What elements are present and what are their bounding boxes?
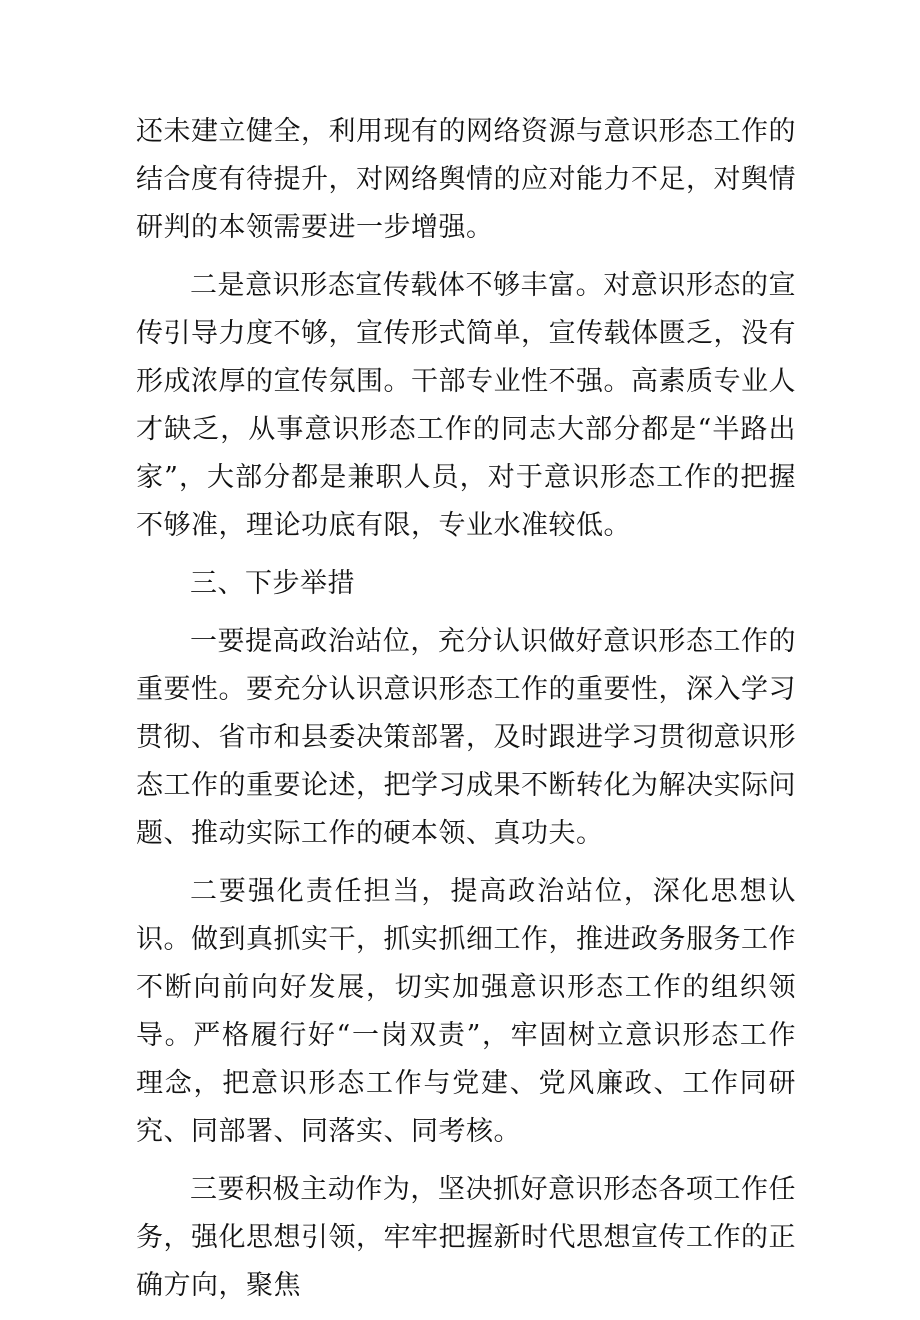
paragraph-political-stance: 一要提高政治站位，充分认识做好意识形态工作的重要性。要充分认识意识形态工作的重要性，深入学习贯彻、省市和县委决策部署，及时跟进学习贯彻意识形态工作的重要论述，把学习成果不断转化为解决实际问题、推动实际工作的硬本领、真功夫。 [136,626,796,849]
paragraph-continued: 还未建立健全，利用现有的网络资源与意识形态工作的结合度有待提升，对网络舆情的应对能力不足，对舆情研判的本领需要进一步增强。 [136,116,796,243]
paragraph-responsibility: 二要强化责任担当，提高政治站位，深化思想认识。做到真抓实干，抓实抓细工作，推进政务服务工作不断向前向好发展，切实加强意识形态工作的组织领导。严格履行好“一岗双责”，牢固树立意识形态工作理念，把意识形态工作与党建、党风廉政、工作同研究、同部署、同落实、同考核。 [136,876,796,1147]
document-body [136,108,796,1320]
paragraph-proactive-action: 三要积极主动作为，坚决抓好意识形态各项工作任务，强化思想引领，牢牢把握新时代思想宣传工作的正确方向，聚焦 [136,1174,796,1301]
paragraph-publicity-carriers: 二是意识形态宣传载体不够丰富。对意识形态的宣传引导力度不够，宣传形式简单，宣传载体匮乏，没有形成浓厚的宣传氛围。干部专业性不强。高素质专业人才缺乏，从事意识形态工作的同志大部分都是“半路出家”，大部分都是兼职人员，对于意识形态工作的把握不够准，理论功底有限，专业水准较低。 [136,270,796,541]
section-heading-next-steps: 三、下步举措 [190,568,355,599]
